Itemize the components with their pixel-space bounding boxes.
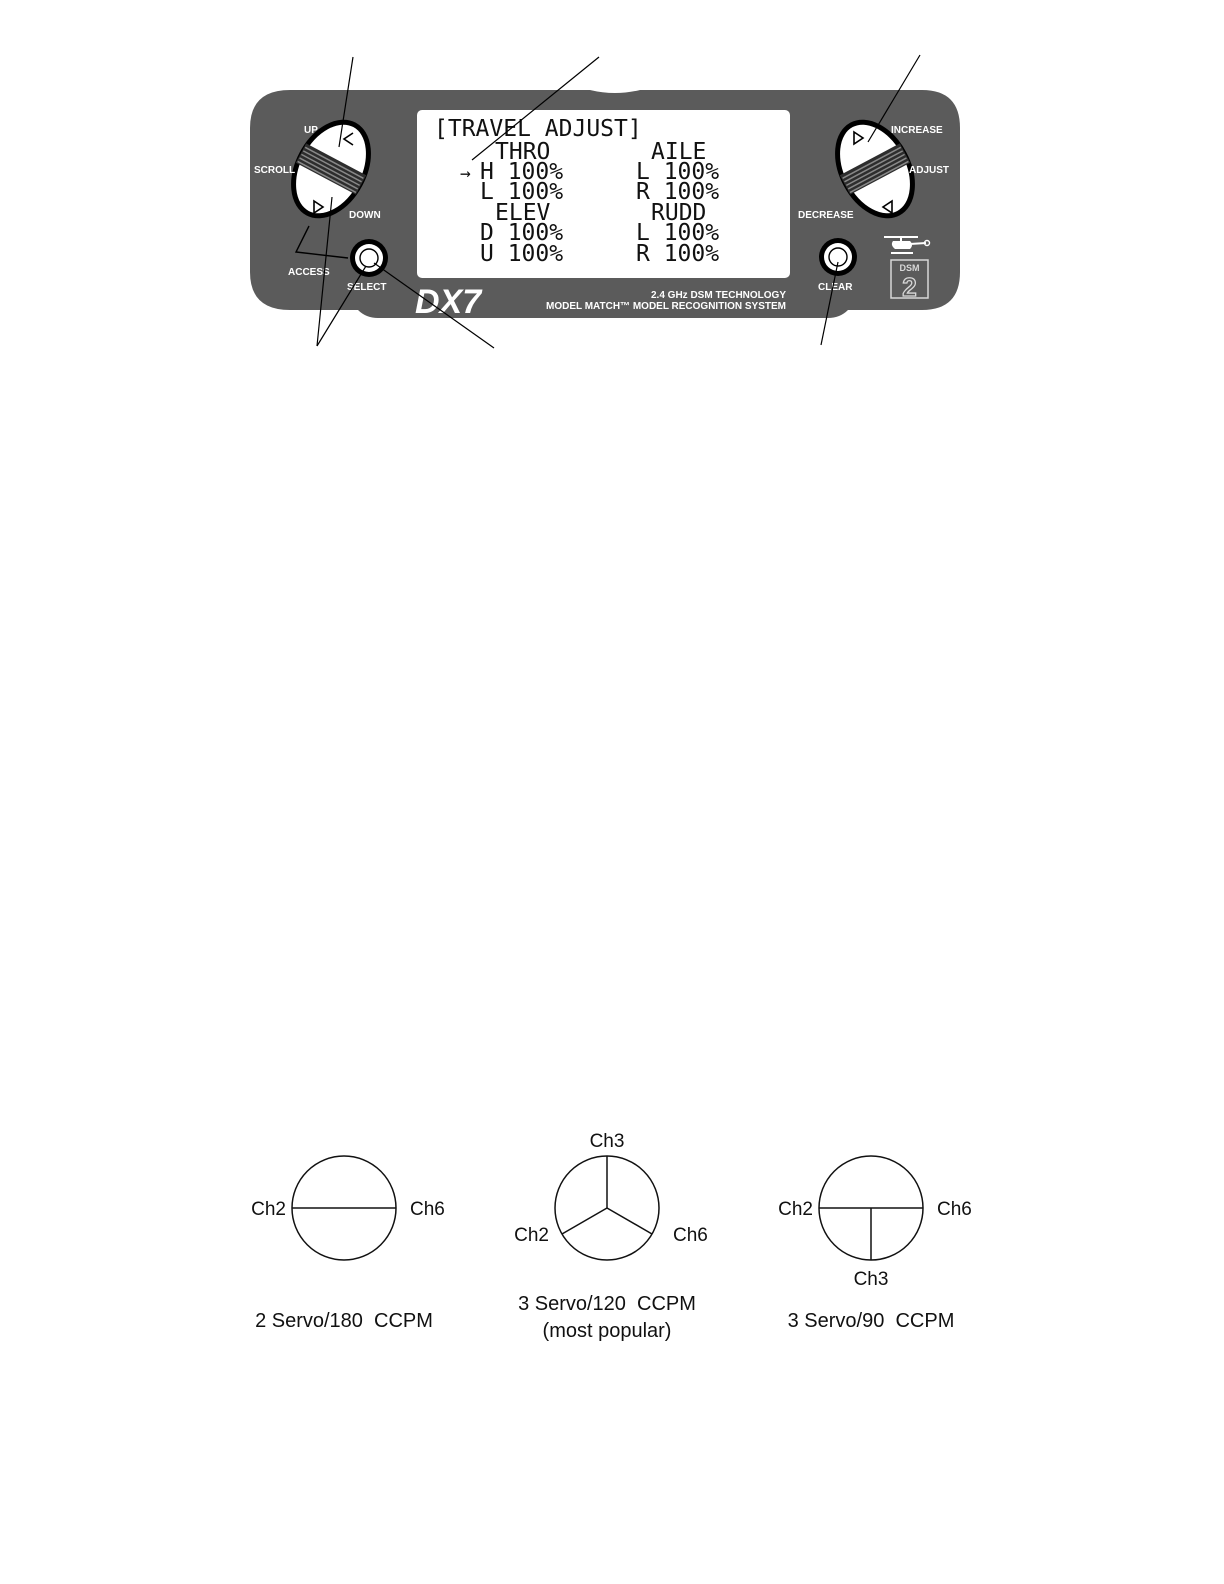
lcd-title: [TRAVEL ADJUST] (434, 116, 642, 142)
select-button[interactable] (350, 239, 388, 277)
ccpm-90-diagram (778, 1156, 972, 1332)
lcd-rudd-row1: L 100% (636, 220, 720, 246)
lcd-thro-row1: H 100% (480, 159, 564, 185)
lcd-elev-label: ELEV (495, 200, 551, 226)
label-access: ACCESS (288, 267, 330, 278)
ccpm-90-right-label: Ch6 (937, 1199, 972, 1220)
ccpm-90-caption: 3 Servo/90 CCPM (787, 1310, 955, 1332)
lcd-aile-row2: R 100% (636, 179, 720, 205)
lcd-elev-row1: D 100% (480, 220, 564, 246)
ccpm-180-left-label: Ch2 (251, 1199, 286, 1220)
linkage-120-right (607, 1208, 652, 1234)
ccpm-120-diagram (514, 1131, 708, 1342)
ccpm-180-diagram (251, 1156, 445, 1332)
label-increase: INCREASE (891, 125, 943, 136)
ccpm-180-right-label: Ch6 (410, 1199, 445, 1220)
label-clear: CLEAR (818, 282, 853, 293)
ccpm-90-left-label: Ch2 (778, 1199, 813, 1220)
ccpm-120-caption: 3 Servo/120 CCPM (518, 1293, 696, 1315)
ccpm-120-top-label: Ch3 (589, 1131, 625, 1152)
label-scroll: SCROLL (254, 165, 296, 176)
dsm-badge-text: DSM (899, 263, 920, 273)
ccpm-120-left-label: Ch2 (514, 1225, 549, 1246)
brand-line-2: MODEL MATCH™ MODEL RECOGNITION SYSTEM (545, 301, 786, 312)
lcd-rudd-label: RUDD (651, 200, 707, 226)
label-select: SELECT (347, 282, 387, 293)
brand-logo: DX7 (415, 283, 482, 321)
ccpm-120-subcaption: (most popular) (542, 1320, 672, 1342)
lcd-thro-row2: L 100% (480, 179, 564, 205)
lcd-rudd-row2: R 100% (636, 241, 720, 267)
lcd-aile-label: AILE (651, 139, 707, 165)
transmitter-panel (250, 90, 960, 321)
lcd-thro-label: THRO (495, 139, 551, 165)
ccpm-180-caption: 2 Servo/180 CCPM (255, 1310, 433, 1332)
label-down: DOWN (349, 210, 381, 221)
linkage-120-left (562, 1208, 607, 1234)
label-adjust: ADJUST (909, 165, 950, 176)
lcd-cursor: → (460, 163, 471, 184)
lcd-elev-row2: U 100% (480, 241, 564, 267)
brand-line-1: 2.4 GHz DSM TECHNOLOGY (650, 290, 786, 301)
dsm-badge-number: 2 (902, 272, 917, 302)
lcd-aile-row1: L 100% (636, 159, 720, 185)
ccpm-90-bottom-label: Ch3 (853, 1269, 889, 1290)
label-decrease: DECREASE (798, 210, 854, 221)
ccpm-120-right-label: Ch6 (673, 1225, 708, 1246)
clear-button[interactable] (819, 238, 857, 276)
label-up: UP (304, 125, 318, 136)
